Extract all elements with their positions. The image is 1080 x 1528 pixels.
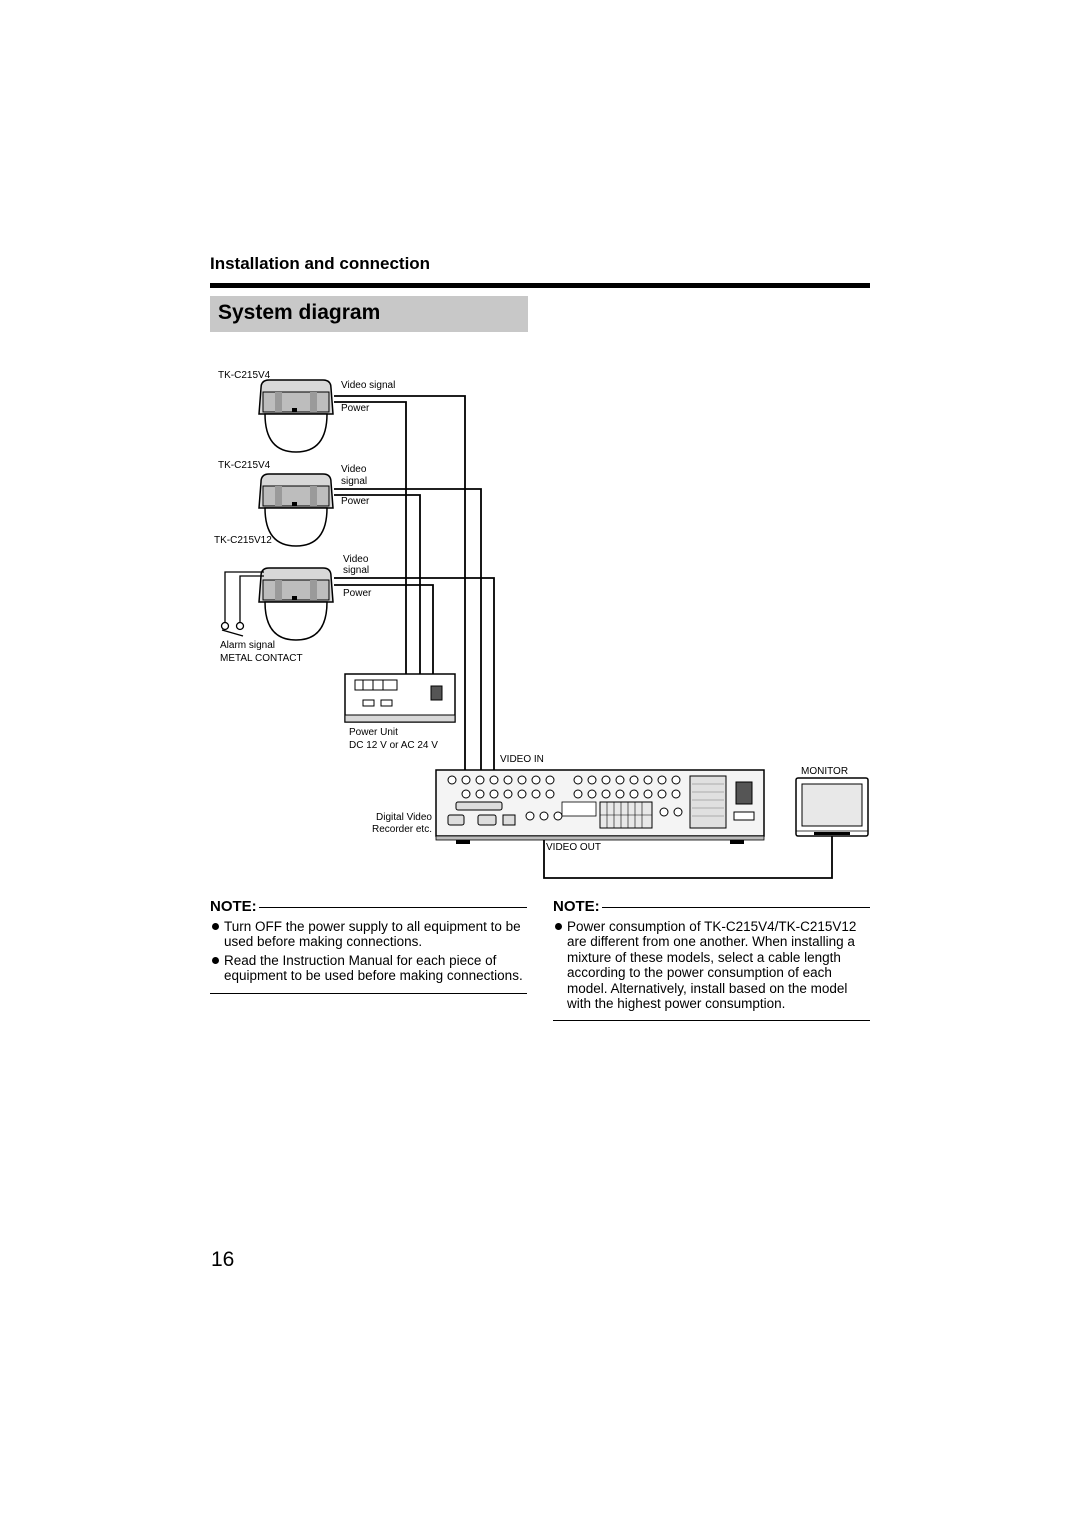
note-right-item-1: Power consumption of TK-C215V4/TK-C215V12 are different from one another. When installing a mixture of these models, select a cable length according to the power consumption of each model. Alternatively, install based on the model with the highest power consumption. [553,919,870,1011]
note-left-header [210,898,527,916]
video-in-label: VIDEO IN [500,754,544,765]
alarm-contact-wiring [222,572,265,636]
recorder-label-2: Recorder etc. [371,824,432,835]
note-left-list [210,919,527,984]
camera-2-signal-label-2: signal [341,476,368,487]
page-number: 16 [211,1248,235,1271]
camera-1-model: TK-C215V4 [218,370,271,381]
note-right-bottom-rule [553,1020,870,1021]
note-right [553,898,870,1021]
note-right-label: NOTE: [553,898,600,916]
camera-2-model: TK-C215V4 [218,460,271,471]
note-left-rule [259,907,527,908]
note-right-rule [602,907,870,908]
note-left-label: NOTE: [210,898,257,916]
monitor-icon [796,778,868,836]
note-left-item-2: Read the Instruction Manual for each piece of equipment to be used before making connections. [210,953,527,984]
camera-1-signal-label: Video signal [341,380,396,391]
section-title: Installation and connection [210,254,431,273]
page-title: System diagram [218,301,381,324]
power-unit-voltage-label: DC 12 V or AC 24 V [349,740,438,751]
camera-3-signal-label-2: signal [343,565,370,576]
note-right-list [553,919,870,1011]
camera-3-power-label: Power [343,588,372,599]
note-left [210,898,527,994]
power-unit-icon [345,674,455,722]
note-right-header [553,898,870,916]
camera-2-signal-label-1: Video [341,464,367,475]
camera-3-signal-label-1: Video [343,554,369,565]
metal-contact-label: METAL CONTACT [220,653,303,664]
note-left-bottom-rule [210,993,527,994]
alarm-signal-label: Alarm signal [220,640,276,651]
camera-1-power-label: Power [341,403,370,414]
recorder-label-1: Digital Video [376,812,432,823]
camera-2-power-label: Power [341,496,370,507]
recorder-rear-panel-icon [436,770,764,844]
power-unit-label: Power Unit [349,727,398,738]
camera-3-icon [259,568,333,640]
monitor-label: MONITOR [801,766,849,777]
note-left-item-1: Turn OFF the power supply to all equipment to be used before making connections. [210,919,527,950]
camera-1-icon [259,380,333,452]
video-out-label: VIDEO OUT [546,842,602,853]
camera-3-model: TK-C215V12 [214,535,272,546]
